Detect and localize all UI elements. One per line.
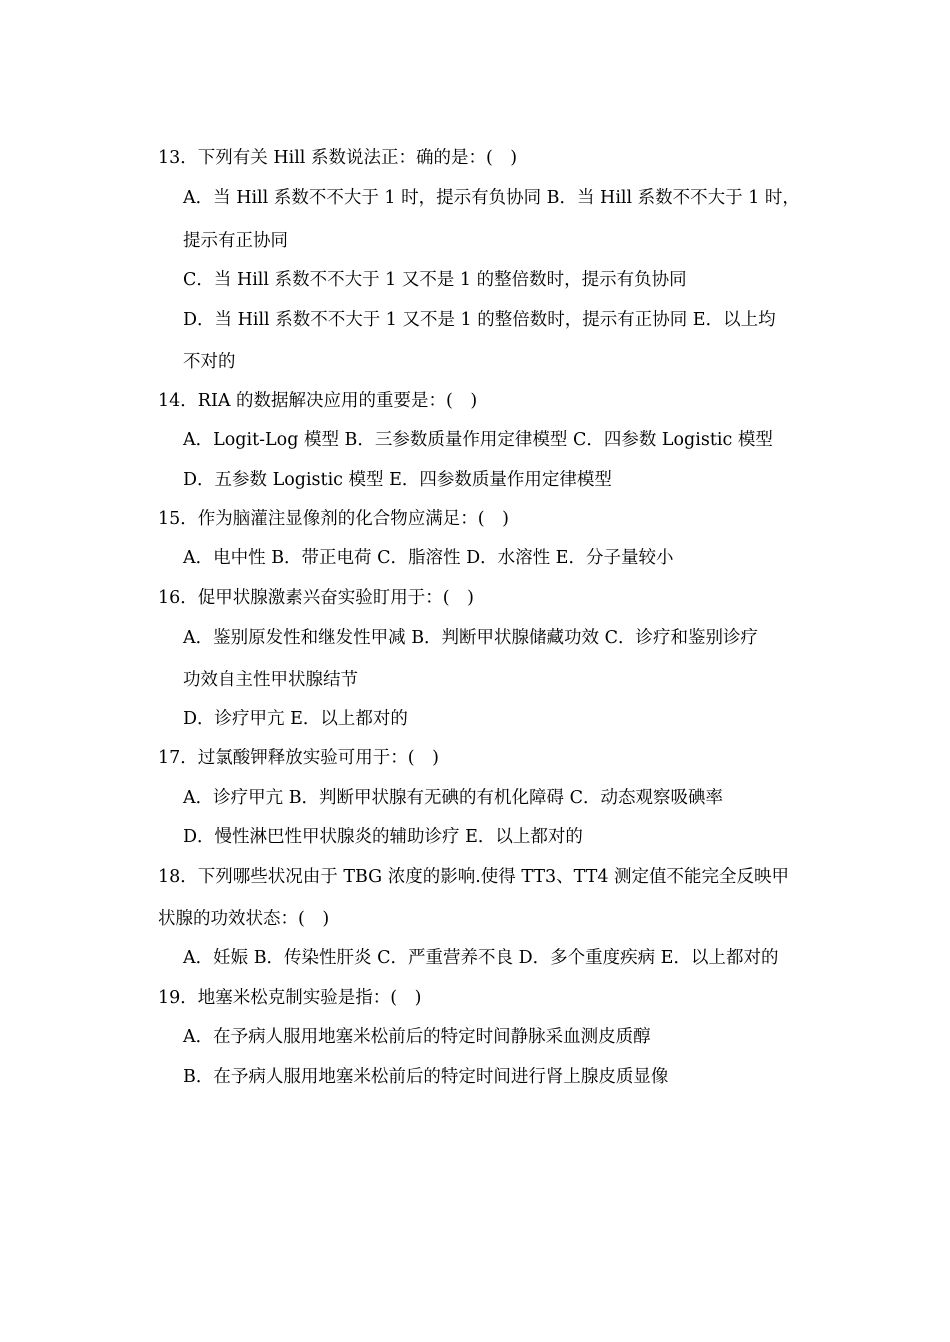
question-19-options-line-2: B．在予病人服用地塞米松前后的特定时间进行肾上腺皮质显像 xyxy=(183,1067,669,1087)
question-15-options-line-1: A．电中性 B．带正电荷 C．脂溶性 D．水溶性 E．分子量较小 xyxy=(183,548,674,568)
question-13-options-line-1: A．当 Hill 系数不不大于 1 时，提示有负协同 B．当 Hill 系数不不大于 1 时， xyxy=(183,188,800,208)
question-18-stem-continued: 状腺的功效状态：( ) xyxy=(158,909,330,929)
question-13-options-line-4: D．当 Hill 系数不不大于 1 又不是 1 的整倍数时，提示有正协同 E．以上均 xyxy=(183,310,776,330)
question-14-options-line-1: A．Logit-Log 模型 B．三参数质量作用定律模型 C．四参数 Logistic 模型 xyxy=(183,430,773,450)
question-17-options-line-2: D．慢性淋巴性甲状腺炎的辅助诊疗 E．以上都对的 xyxy=(183,827,583,847)
question-16-options-line-1: A．鉴别原发性和继发性甲减 B．判断甲状腺储藏功效 C．诊疗和鉴别诊疗 xyxy=(183,628,759,648)
question-15-stem: 15．作为脑灌注显像剂的化合物应满足：( ) xyxy=(158,509,509,529)
question-16-stem: 16．促甲状腺激素兴奋实验盯用于：( ) xyxy=(158,588,474,608)
question-13-options-line-3: C．当 Hill 系数不不大于 1 又不是 1 的整倍数时，提示有负协同 xyxy=(183,270,687,290)
question-18-stem: 18．下列哪些状况由于 TBG 浓度的影响.使得 TT3、TT4 测定值不能完全反映甲 xyxy=(158,867,790,887)
question-13-options-line-2: 提示有正协同 xyxy=(183,231,288,251)
question-17-options-line-1: A．诊疗甲亢 B．判断甲状腺有无碘的有机化障碍 C．动态观察吸碘率 xyxy=(183,788,724,808)
question-19-options-line-1: A．在予病人服用地塞米松前后的特定时间静脉采血测皮质醇 xyxy=(183,1027,651,1047)
question-13-options-line-5: 不对的 xyxy=(183,352,236,372)
question-14-stem: 14．RIA 的数据解决应用的重要是：( ) xyxy=(158,391,478,411)
question-17-stem: 17．过氯酸钾释放实验可用于：( ) xyxy=(158,748,439,768)
question-16-options-line-2: 功效自主性甲状腺结节 xyxy=(183,670,358,690)
question-13-stem: 13．下列有关 Hill 系数说法正：确的是：( ) xyxy=(158,148,518,168)
question-19-stem: 19．地塞米松克制实验是指：( ) xyxy=(158,988,422,1008)
question-18-options-line-1: A．妊娠 B．传染性肝炎 C．严重营养不良 D．多个重度疾病 E．以上都对的 xyxy=(183,948,779,968)
question-14-options-line-2: D．五参数 Logistic 模型 E．四参数质量作用定律模型 xyxy=(183,470,612,490)
question-16-options-line-3: D．诊疗甲亢 E．以上都对的 xyxy=(183,709,408,729)
